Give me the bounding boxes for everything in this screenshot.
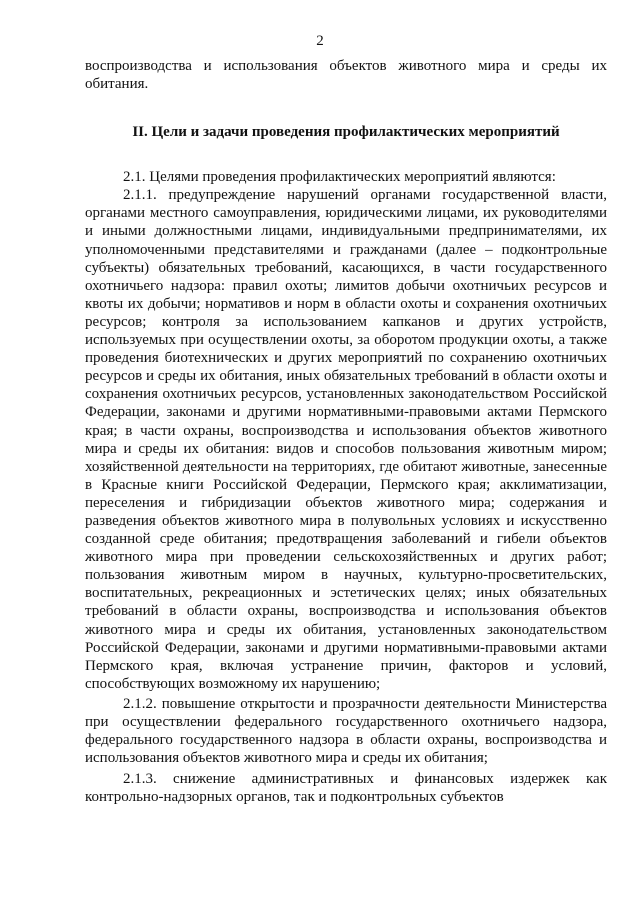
continuation-paragraph: воспроизводства и использования объектов животного мира и среды их обитания.: [85, 58, 607, 93]
paragraph-2-1-3: 2.1.3. снижение административных и финансовых издержек как контрольно-надзорных органов, так и подконтрольных субъектов: [85, 771, 607, 806]
section-heading: II. Цели и задачи проведения профилактических мероприятий: [132, 124, 560, 141]
page-number: 2: [316, 33, 324, 49]
paragraph-2-1: 2.1. Целями проведения профилактических мероприятий являются:: [123, 169, 556, 186]
paragraph-2-1-1: 2.1.1. предупреждение нарушений органами государственной власти, органами местного самоуправления, юридическими лицами, их руководителями и иными должностными лицами, индивидуальными предпринимателями, их уполномоченными представителями и гражданами (далее – подконтрольные субъекты) обязательных требований, касающихся, в части государственного охотничьего надзора: правил охоты; лимитов добычи охотничьих ресурсов и квоты их добычи; нормативов и норм в области охоты и сохранения охотничьих ресурсов; контроля за использованием капканов и других устройств, используемых при осуществлении охоты, за оборотом продукции охоты, а также проведения биотехнических и других мероприятий по сохранению охотничьих ресурсов и среды их обитания, иных обязательных требований в области охоты и сохранения охотничьих ресурсов, установленных законодательством Российской Федерации, законами и другими нормативными-правовыми актами Пермского края; в части охраны, воспроизводства и использования объектов животного мира и среды их обитания: видов и способов пользования животным миром; хозяйственной деятельности на территориях, где обитают животные, занесенные в Красные книги Российской Федерации, Пермского края; акклиматизации, переселения и гибридизации объектов животного мира; содержания и разведения объектов животного мира в полувольных условиях и искусственно созданной среде обитания; предотвращения заболеваний и гибели объектов животного мира при проведении сельскохозяйственных и других работ; пользования животным миром в научных, культурно-просветительских, воспитательных, рекреационных и эстетических целях; иных обязательных требований в области охраны, воспроизводства и использования объектов животного мира и среды их обитания, установленных законодательством Российской Федерации, законами и другими нормативными-правовыми актами Пермского края, включая устранение причин, факторов и условий, способствующих возможному их нарушению;: [85, 187, 607, 692]
document-body: [85, 57, 607, 806]
paragraph-2-1-2: 2.1.2. повышение открытости и прозрачности деятельности Министерства при осуществлении федерального государственного охотничьего надзора, федерального государственного надзора в области охраны, воспроизводства и использования объектов животного мира и среды их обитания;: [85, 695, 607, 767]
